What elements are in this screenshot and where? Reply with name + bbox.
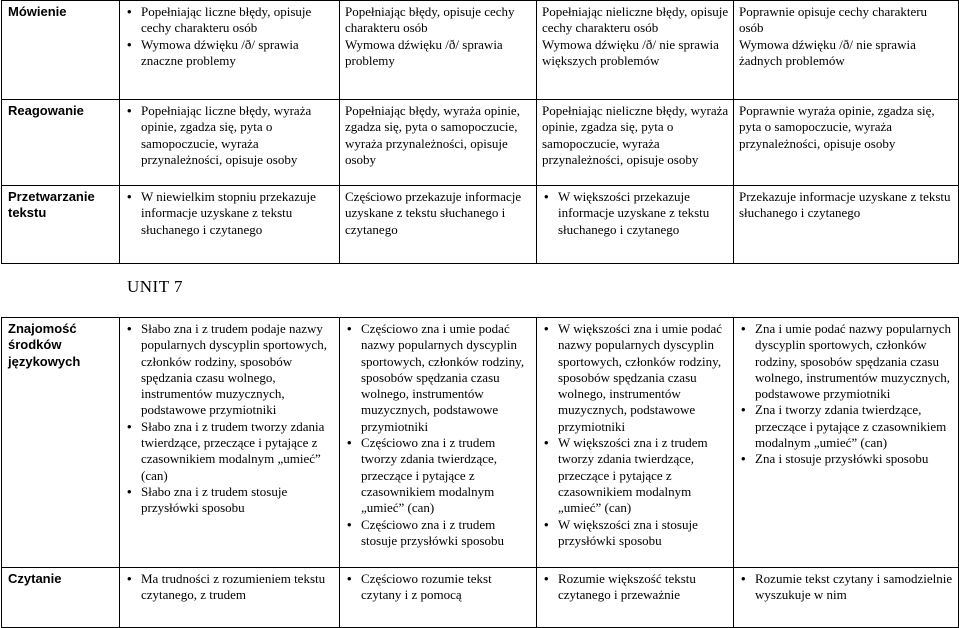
grade-cell: [120, 568, 340, 628]
cell-text: Popełniając nieliczne błędy, opisuje cechy charakteru osób: [542, 4, 729, 36]
unit-heading: UNIT 7: [127, 277, 184, 296]
list-item: • Rozumie tekst czytany i samodzielnie wyszukuje w nim: [755, 571, 954, 604]
list-item: • Popełniając liczne błędy, opisuje cechy charakteru osób: [141, 4, 335, 37]
cell-text: Popełniając błędy, opisuje cechy charakteru osób: [345, 4, 515, 36]
list-item: • W niewielkim stopniu przekazuje informacje uzyskane z tekstu słuchanego i czytanego: [141, 189, 335, 238]
grade-cell: [734, 100, 959, 186]
row-header-reading: Czytanie: [2, 568, 120, 628]
list-item: • Ma trudności z rozumieniem tekstu czytanego, z trudem: [141, 571, 335, 604]
list-item: • Słabo zna i z trudem tworzy zdania twierdzące, przeczące i pytające z czasownikiem modalnym „umieć” (can): [141, 419, 335, 484]
grade-cell: [340, 100, 537, 186]
list-item: • Słabo zna i z trudem podaje nazwy popularnych dyscyplin sportowych, członków rodziny, sposobów spędzania czasu wolnego, instrumentów muzycznych, podstawowe przymiotniki: [141, 321, 335, 419]
grade-cell: [734, 1, 959, 100]
grade-cell: [734, 186, 959, 264]
grade-cell: [120, 318, 340, 568]
criteria-table-top: [1, 0, 959, 264]
cell-text: Poprawnie wyraża opinie, zgadza się, pyta o samopoczucie, wyraża przynależności, opisuje osoby: [739, 103, 935, 151]
list-item: • Wymowa dźwięku /ð/ sprawia znaczne problemy: [141, 37, 335, 70]
grade-cell: [537, 1, 734, 100]
grade-cell: [537, 568, 734, 628]
row-header-reacting: Reagowanie: [2, 100, 120, 186]
list-item: • Zna i tworzy zdania twierdzące, przeczące i pytające z czasownikiem modalnym „umieć” (can): [755, 402, 954, 451]
list-item: • Częściowo zna i umie podać nazwy popularnych dyscyplin sportowych, członków rodziny, sposobów spędzania czasu wolnego, instrumentów muzycznych, podstawowe przymiotniki: [361, 321, 532, 435]
cell-text: Częściowo przekazuje informacje uzyskane z tekstu słuchanego i czytanego: [345, 189, 522, 237]
cell-text: Wymowa dźwięku /ð/ nie sprawia większych problemów: [542, 36, 719, 68]
list-item: • Częściowo zna i z trudem tworzy zdania twierdzące, przeczące i pytające z czasownikiem modalnym „umieć” (can): [361, 435, 532, 516]
grade-cell: [120, 100, 340, 186]
table-row: [2, 318, 959, 568]
grade-cell: [120, 186, 340, 264]
list-item: • Słabo zna i z trudem stosuje przysłówki sposobu: [141, 484, 335, 517]
cell-text: Przekazuje informacje uzyskane z tekstu słuchanego i czytanego: [739, 189, 951, 221]
grade-cell: [734, 568, 959, 628]
row-header-speaking: Mówienie: [2, 1, 120, 100]
list-item: • Rozumie większość tekstu czytanego i przeważnie: [558, 571, 729, 604]
grade-cell: [340, 318, 537, 568]
grade-cell: [340, 568, 537, 628]
grade-cell: [340, 1, 537, 100]
table-row: [2, 568, 959, 628]
cell-text: Wymowa dźwięku /ð/ sprawia problemy: [345, 36, 503, 68]
list-item: • W większości zna i z trudem tworzy zdania twierdzące, przeczące i pytające z czasownikiem modalnym „umieć” (can): [558, 435, 729, 516]
grade-cell: [340, 186, 537, 264]
cell-text: Popełniając błędy, wyraża opinie, zgadza się, pyta o samopoczucie, wyraża przynależności, opisuje osoby: [345, 103, 520, 167]
list-item: • Częściowo rozumie tekst czytany i z pomocą: [361, 571, 532, 604]
grade-cell: [537, 100, 734, 186]
row-header-language-means: Znajomość środków językowych: [2, 318, 120, 568]
cell-text: Popełniając nieliczne błędy, wyraża opinie, zgadza się, pyta o samopoczucie, wyraża przynależności, opisuje osoby: [542, 103, 729, 167]
list-item: • Zna i stosuje przysłówki sposobu: [755, 451, 954, 467]
list-item: • W większości zna i stosuje przysłówki sposobu: [558, 517, 729, 550]
list-item: • Częściowo zna i z trudem stosuje przysłówki sposobu: [361, 517, 532, 550]
row-header-text-processing: Przetwarzanie tekstu: [2, 186, 120, 264]
cell-text: Poprawnie opisuje cechy charakteru osób: [739, 4, 928, 36]
table-row: [2, 186, 959, 264]
list-item: • W większości przekazuje informacje uzyskane z tekstu słuchanego i czytanego: [558, 189, 729, 238]
list-item: • Popełniając liczne błędy, wyraża opinie, zgadza się, pyta o samopoczucie, wyraża przynależności, opisuje osoby: [141, 103, 335, 168]
table-row: [2, 1, 959, 100]
table-row: [2, 100, 959, 186]
list-item: • W większości zna i umie podać nazwy popularnych dyscyplin sportowych, członków rodziny, sposobów spędzania czasu wolnego, instrumentów muzycznych, podstawowe przymiotniki: [558, 321, 729, 435]
grade-cell: [537, 318, 734, 568]
grade-cell: [734, 318, 959, 568]
cell-text: Wymowa dźwięku /ð/ nie sprawia żadnych problemów: [739, 36, 916, 68]
list-item: • Zna i umie podać nazwy popularnych dyscyplin sportowych, członków rodziny, sposobów spędzania czasu wolnego, instrumentów muzycznych, podstawowe przymiotniki: [755, 321, 954, 402]
criteria-table-bottom: [1, 317, 959, 628]
grade-cell: [537, 186, 734, 264]
grade-cell: [120, 1, 340, 100]
